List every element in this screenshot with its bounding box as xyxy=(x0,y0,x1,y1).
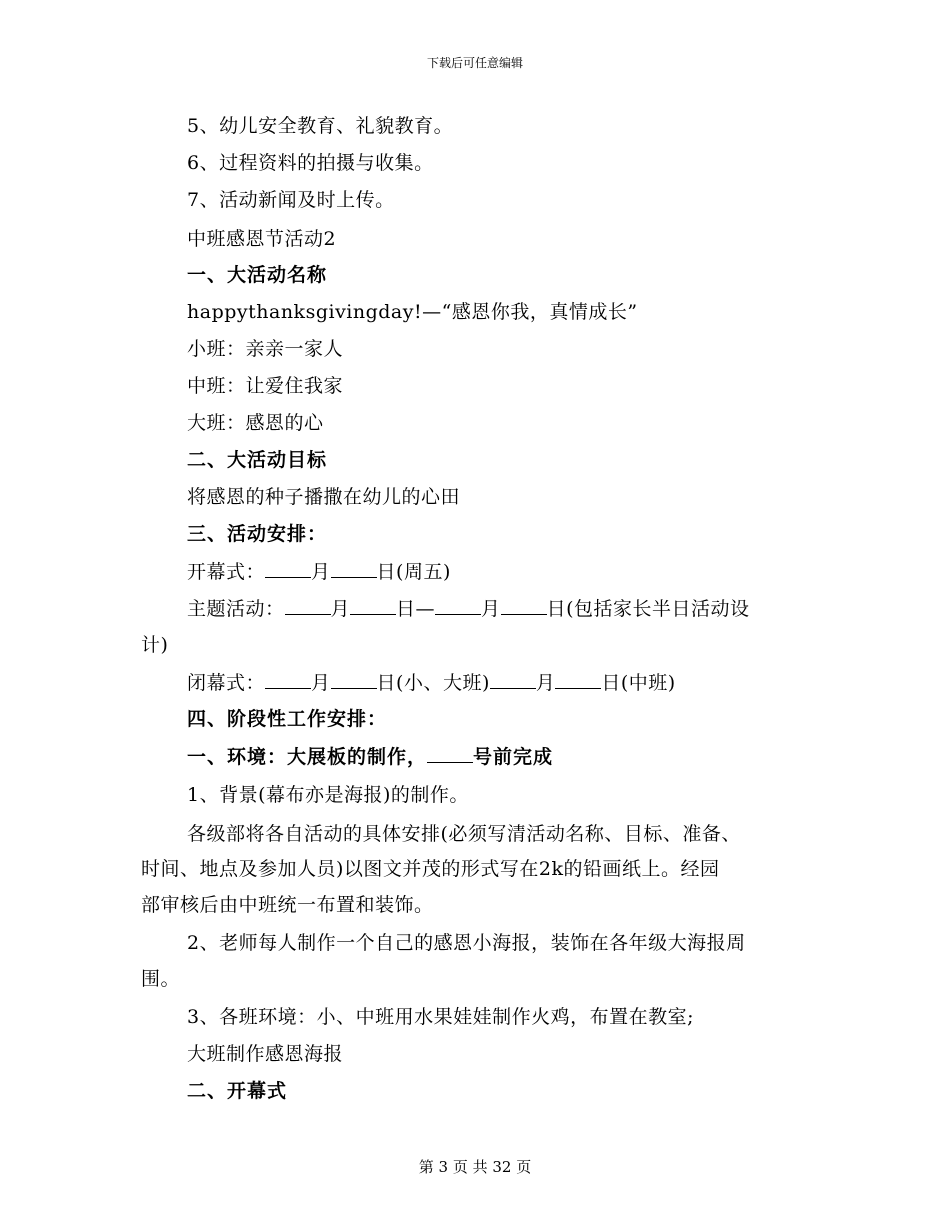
paragraph-line-1: 各级部将各自活动的具体安排(必须写清活动名称、目标、准备、 xyxy=(187,823,741,845)
item-background: 1、背景(幕布亦是海报)的制作。 xyxy=(187,784,469,806)
heading-activity-schedule: 三、活动安排： xyxy=(187,523,328,545)
heading-environment: 一、环境：大展板的制作， 号前完成 xyxy=(187,746,554,768)
heading-activity-goal: 二、大活动目标 xyxy=(187,449,328,471)
list-item-7: 7、活动新闻及时上传。 xyxy=(187,189,395,211)
heading-stage-work: 四、阶段性工作安排： xyxy=(187,708,388,730)
middle-class-theme: 中班：让爱住我家 xyxy=(187,375,344,397)
theme-activity-line: 主题活动： 月 日— 月 日(包括家长半日活动设 xyxy=(187,598,750,620)
section-title: 中班感恩节活动2 xyxy=(187,228,337,250)
item-teacher-poster-cont: 围。 xyxy=(141,968,181,990)
page-number: 第 3 页 共 32 页 xyxy=(418,1158,532,1176)
opening-ceremony-line: 开幕式： 月 日(周五) xyxy=(187,561,451,583)
item-teacher-poster: 2、老师每人制作一个自己的感恩小海报，装饰在各年级大海报周 xyxy=(187,932,746,954)
item-class-environment: 3、各班环境：小、中班用水果娃娃制作火鸡，布置在教室; xyxy=(187,1006,694,1028)
paragraph-line-3: 部审核后由中班统一布置和装饰。 xyxy=(141,894,434,916)
list-item-6: 6、过程资料的拍摄与收集。 xyxy=(187,152,434,174)
small-class-theme: 小班：亲亲一家人 xyxy=(187,338,344,360)
paragraph-line-2: 时间、地点及参加人员)以图文并茂的形式写在2k的铅画纸上。经园 xyxy=(141,858,720,880)
heading-activity-name: 一、大活动名称 xyxy=(187,264,328,286)
list-item-5: 5、幼儿安全教育、礼貌教育。 xyxy=(187,115,454,137)
activity-goal-text: 将感恩的种子播撒在幼儿的心田 xyxy=(187,486,461,508)
header-note: 下载后可任意编辑 xyxy=(426,56,523,70)
big-class-theme: 大班：感恩的心 xyxy=(187,412,324,434)
theme-activity-line-cont: 计) xyxy=(141,634,169,656)
activity-theme: happythanksgivingday!—“感恩你我，真情成长” xyxy=(187,301,638,323)
closing-ceremony-line: 闭幕式： 月 日(小、大班) 月 日(中班) xyxy=(187,672,676,694)
big-class-poster: 大班制作感恩海报 xyxy=(187,1043,344,1065)
heading-opening: 二、开幕式 xyxy=(187,1080,288,1102)
